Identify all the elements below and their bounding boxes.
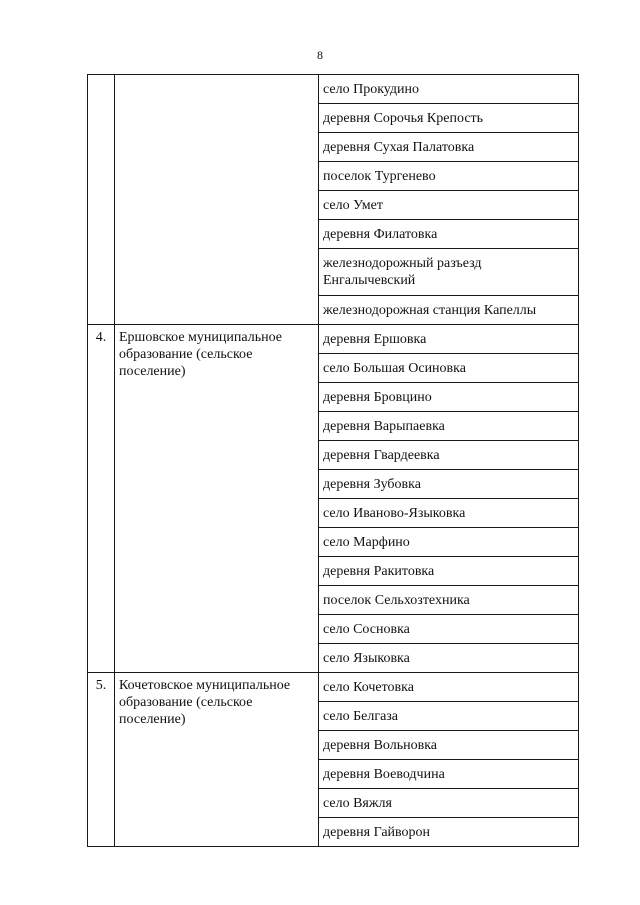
settlements-table [87,74,579,847]
settlement-name: деревня Сухая Палатовка [319,133,579,162]
settlement-name: село Большая Осиновка [319,354,579,383]
table-row [88,325,579,354]
row-number: 4. [88,325,115,673]
table-row [88,673,579,702]
settlement-name: село Кочетовка [319,673,579,702]
settlement-name: деревня Гайворон [319,818,579,847]
settlement-name: деревня Филатовка [319,220,579,249]
settlement-name: поселок Тургенево [319,162,579,191]
settlement-name: деревня Бровцино [319,383,579,412]
settlement-name: деревня Ракитовка [319,557,579,586]
row-number: 5. [88,673,115,847]
settlement-name: железнодорожная станция Капеллы [319,296,579,325]
page-number: 8 [317,48,323,62]
settlement-name: село Вяжля [319,789,579,818]
municipality-name: Кочетовское муниципальное образование (сельское поселение) [115,673,319,847]
municipality-name [115,75,319,325]
settlement-name: село Умет [319,191,579,220]
settlement-name: деревня Ершовка [319,325,579,354]
settlement-name: железнодорожный разъезд Енгалычевский [319,249,579,296]
row-number [88,75,115,325]
settlement-name: село Прокудино [319,75,579,104]
settlement-name: село Языковка [319,644,579,673]
settlement-name: поселок Сельхозтехника [319,586,579,615]
settlement-name: деревня Варыпаевка [319,412,579,441]
table-row [88,75,579,104]
settlement-name: село Иваново-Языковка [319,499,579,528]
settlement-name: село Сосновка [319,615,579,644]
municipality-name: Ершовское муниципальное образование (сельское поселение) [115,325,319,673]
settlement-name: деревня Воеводчина [319,760,579,789]
settlement-name: деревня Сорочья Крепость [319,104,579,133]
settlement-name: село Марфино [319,528,579,557]
settlement-name: деревня Гвардеевка [319,441,579,470]
settlement-name: деревня Вольновка [319,731,579,760]
settlement-name: деревня Зубовка [319,470,579,499]
settlement-name: село Белгаза [319,702,579,731]
